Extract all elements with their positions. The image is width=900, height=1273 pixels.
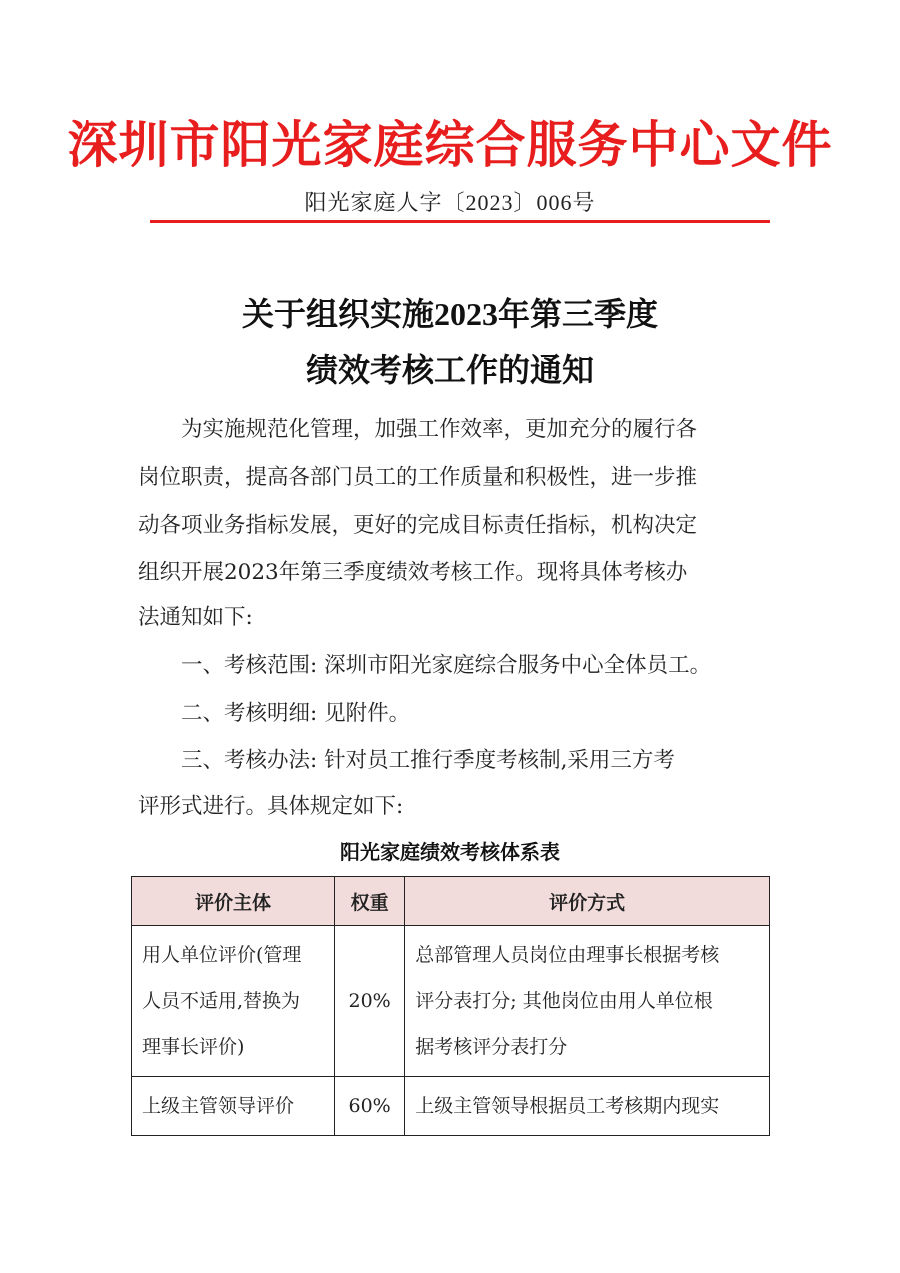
header-weight: 权重: [334, 877, 404, 926]
red-divider: [150, 220, 770, 223]
method-text: 据考核评分表打分: [415, 1036, 568, 1058]
subject-cell: [132, 926, 335, 1077]
notice-title-line1: 关于组织实施2023年第三季度: [241, 296, 658, 332]
notice-title-line2: 绩效考核工作的通知: [305, 352, 594, 388]
document-number: 阳光家庭人字〔2023〕006号: [304, 190, 596, 215]
body-line: 组织开展2023年第三季度绩效考核工作。现将具体考核办: [138, 560, 688, 585]
table-header-row: [132, 877, 770, 926]
body-line: 法通知如下:: [138, 605, 253, 630]
details-item: 二、考核明细: 见附件。: [181, 701, 411, 726]
subject-text: 用人单位评价(管理: [142, 944, 302, 966]
table-row: [132, 1077, 770, 1136]
org-title: 深圳市阳光家庭综合服务中心文件: [67, 117, 833, 173]
subject-cell: [132, 1077, 335, 1136]
subject-text: 人员不适用,替换为: [142, 990, 301, 1012]
method-item-cont: 评形式进行。具体规定如下:: [138, 794, 404, 819]
method-text: 总部管理人员岗位由理事长根据考核: [415, 944, 720, 966]
weight-cell: 20%: [334, 926, 404, 1077]
method-cell: [405, 1077, 770, 1136]
body-line: 为实施规范化管理，加强工作效率，更加充分的履行各: [181, 417, 698, 442]
subject-text: 理事长评价): [142, 1036, 245, 1058]
weight-cell: 60%: [334, 1077, 404, 1136]
header-method: 评价方式: [405, 877, 770, 926]
scope-item: 一、考核范围: 深圳市阳光家庭综合服务中心全体员工。: [181, 653, 712, 678]
header-subject: 评价主体: [132, 877, 335, 926]
body-line: 动各项业务指标发展，更好的完成目标责任指标，机构决定: [138, 513, 698, 538]
method-cell: [405, 926, 770, 1077]
subject-text: 上级主管领导评价: [142, 1095, 295, 1117]
table-row: [132, 926, 770, 1077]
method-item: 三、考核办法: 针对员工推行季度考核制,采用三方考: [181, 748, 675, 773]
method-text: 评分表打分; 其他岗位由用人单位根: [415, 990, 713, 1012]
evaluation-table: [131, 876, 770, 1136]
method-text: 上级主管领导根据员工考核期内现实: [415, 1095, 720, 1117]
body-line: 岗位职责，提高各部门员工的工作质量和积极性，进一步推: [138, 465, 698, 490]
table-title: 阳光家庭绩效考核体系表: [340, 840, 560, 864]
